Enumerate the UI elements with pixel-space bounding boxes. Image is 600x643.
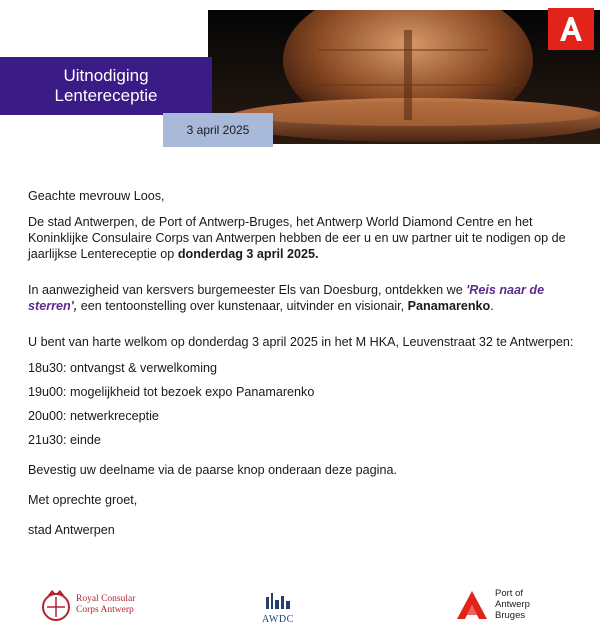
signature: stad Antwerpen <box>28 523 115 537</box>
schedule-item: 21u30: einde <box>28 433 101 447</box>
event-date-badge: 3 april 2025 <box>163 113 273 147</box>
schedule-item: 18u30: ontvangst & verwelkoming <box>28 361 218 375</box>
skyline-icon <box>263 591 293 609</box>
title-line-1: Uitnodiging <box>63 66 149 85</box>
closing: Met oprechte groet, <box>28 493 138 507</box>
invitation-title <box>0 57 212 115</box>
schedule-item: 19u00: mogelijkheid tot bezoek expo Panamarenko <box>28 385 315 399</box>
port-triangle-icon <box>455 589 489 621</box>
port-of-antwerp-bruges-logo: Port of Antwerp Bruges <box>455 588 530 621</box>
crest-icon <box>40 587 72 623</box>
a-logo-icon <box>556 14 586 44</box>
title-line-2: Lentereceptie <box>54 86 158 105</box>
awdc-logo: AWDC <box>262 591 294 625</box>
paragraph-exhibition: In aanwezigheid van kersvers burgemeester Els van Doesburg, ontdekken we 'Reis naar de sterren', een tentoonstelling over kunstenaar, uitvinder en visionair, Panamarenko. <box>28 283 545 313</box>
salutation: Geachte mevrouw Loos, <box>28 189 165 203</box>
confirm-instruction: Bevestig uw deelname via de paarse knop onderaan deze pagina. <box>28 463 397 477</box>
paragraph-venue: U bent van harte welkom op donderdag 3 april 2025 in het M HKA, Leuvenstraat 32 te Antwerpen: <box>28 335 574 349</box>
antwerpen-logo <box>548 8 594 50</box>
partner-logos <box>0 585 600 635</box>
royal-consular-corps-logo: Royal Consular Corps Antwerp <box>40 587 135 623</box>
paragraph-intro: De stad Antwerpen, de Port of Antwerp-Bruges, het Antwerp World Diamond Centre en het Koninklijke Consulaire Corps van Antwerpen hebben de eer u en uw partner uit te nodigen op de jaarlijkse Lentereceptie op donderdag 3 april 2025. <box>28 215 566 261</box>
invitation-body <box>28 188 588 538</box>
schedule-item: 20u00: netwerkreceptie <box>28 409 159 423</box>
